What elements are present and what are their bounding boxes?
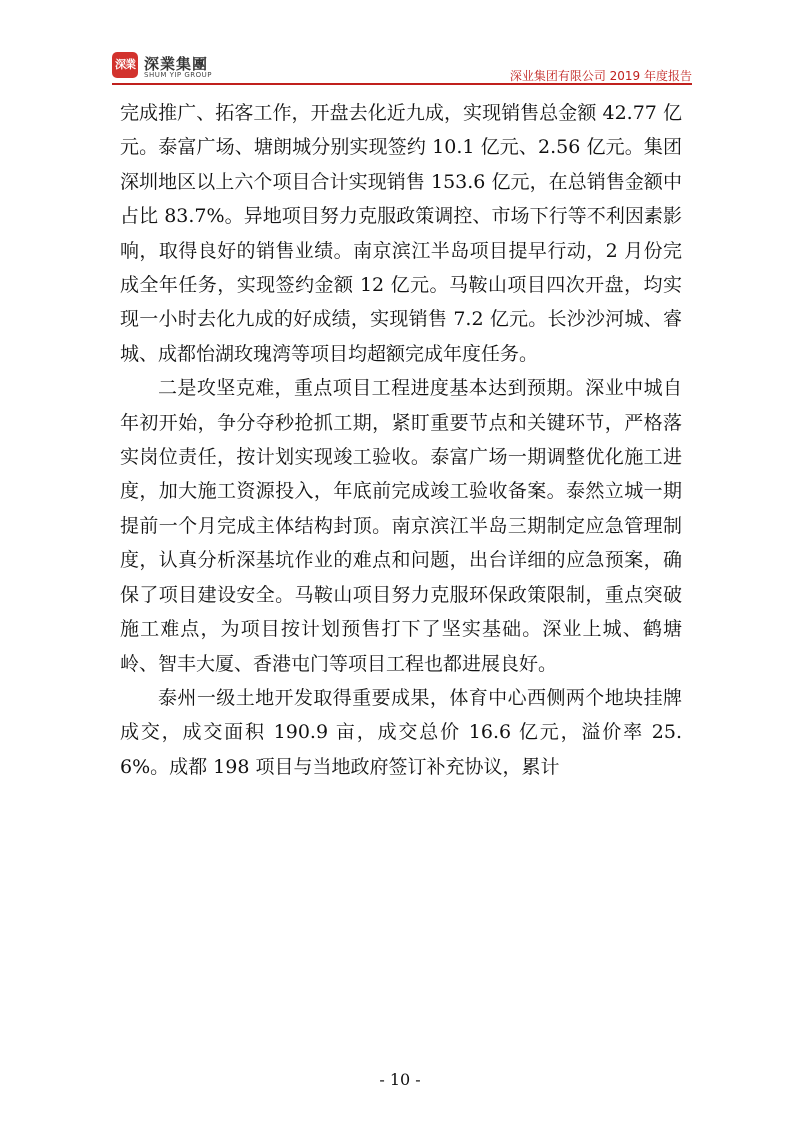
header-divider <box>112 83 692 85</box>
company-logo-icon: 深業 <box>112 52 138 78</box>
paragraph-continued: 完成推广、拓客工作，开盘去化近九成，实现销售总金额 42.77 亿元。泰富广场、塘朗城分别实现签约 10.1 亿元、2.56 亿元。集团深圳地区以上六个项目合计实现销售 153.6 亿元，在总销售金额中占比 83.7%。异地项目努力克服政策调控、市场下行等不利因素影响，取得良好的销售业绩。南京滨江半岛项目提早行动，2 月份完成全年任务，实现签约金额 12 亿元。马鞍山项目四次开盘，均实现一小时去化九成的好成绩，实现销售 7.2 亿元。长沙沙河城、睿城、成都怡湖玫瑰湾等项目均超额完成年度任务。 <box>120 102 682 365</box>
page-number: - 10 - <box>379 1070 421 1089</box>
report-title: 深业集团有限公司 2019 年度报告 <box>509 69 692 83</box>
page-header <box>112 52 692 92</box>
paragraph-project-progress: 二是攻坚克难，重点项目工程进度基本达到预期。深业中城自年初开始，争分夺秒抢抓工期，紧盯重要节点和关键环节，严格落实岗位责任，按计划实现竣工验收。泰富广场一期调整优化施工进度，加大施工资源投入，年底前完成竣工验收备案。泰然立城一期提前一个月完成主体结构封顶。南京滨江半岛三期制定应急管理制度，认真分析深基坑作业的难点和问题，出台详细的应急预案，确保了项目建设安全。马鞍山项目努力克服环保政策限制，重点突破施工难点，为项目按计划预售打下了坚实基础。深业上城、鹤塘岭、智丰大厦、香港屯门等项目工程也都进展良好。 <box>120 377 682 675</box>
company-name-en: SHUM YIP GROUP <box>144 71 213 79</box>
paragraph-land-development: 泰州一级土地开发取得重要成果，体育中心西侧两个地块挂牌成交，成交面积 190.9 亩，成交总价 16.6 亿元，溢价率 25.6%。成都 198 项目与当地政府签订补充协议，累计 <box>120 686 682 778</box>
document-body <box>120 96 682 784</box>
company-name-cn: 深業集團 <box>144 55 209 73</box>
